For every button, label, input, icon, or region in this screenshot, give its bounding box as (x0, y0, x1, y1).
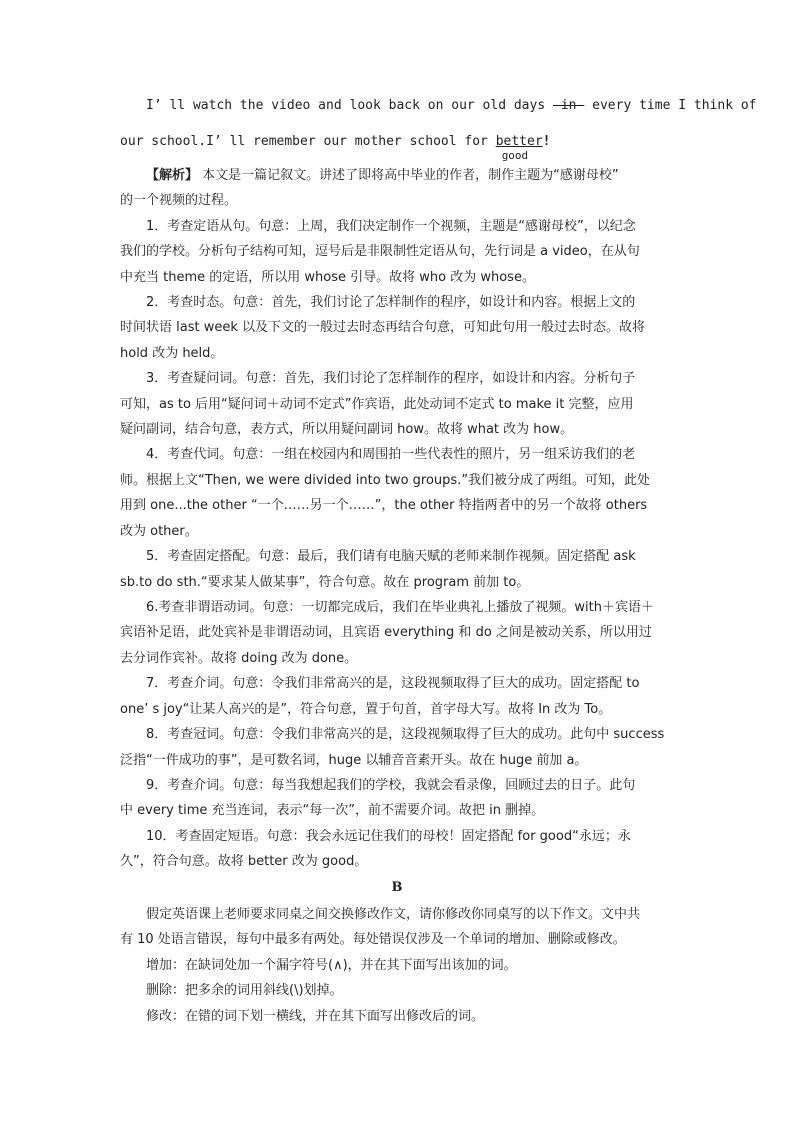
analysis-line: 中充当 theme 的定语，所以用 whose 引导。故将 who 改为 whose。 (120, 270, 535, 285)
analysis-line: 改为 other。 (120, 524, 198, 539)
struck-word: -in- (553, 98, 585, 113)
analysis-line: 1．考查定语从句。句意：上周，我们决定制作一个视频，主题是“感谢母校”，以纪念 (146, 219, 636, 234)
analysis-line: 泛指“一件成功的事”，是可数名词，huge 以辅音音素开头。故在 huge 前加 a。 (120, 753, 588, 768)
analysis-line: 去分词作宾补。故将 doing 改为 done。 (120, 651, 358, 666)
analysis-line: 7．考查介词。句意：令我们非常高兴的是，这段视频取得了巨大的成功。固定搭配 to (146, 676, 640, 691)
correction-mark (495, 133, 543, 162)
analysis-line: 可知，as to 后用“疑问词＋动词不定式”作宾语，此处动词不定式 to make it 完整，应用 (120, 397, 634, 412)
instruction-line: 修改：在错的词下划一横线，并在其下面写出修改后的词。 (146, 1009, 485, 1024)
analysis-intro-cont: 的一个视频的过程。 (120, 193, 238, 208)
instruction-line: 假定英语课上老师要求同桌之间交换修改作文，请你修改你同桌写的以下作文。文中共 (146, 907, 641, 922)
essay-line-1 (146, 97, 757, 115)
analysis-line: 10．考查固定短语。句意：我会永远记住我们的母校！固定搭配 for good“永远；永 (146, 829, 631, 844)
analysis-line: 中 every time 充当连词，表示“每一次”，前不需要介词。故把 in 删掉。 (120, 803, 545, 818)
essay-text: I’ ll watch the video and look back on our old days (146, 98, 553, 113)
instruction-line: 增加：在缺词处加一个漏字符号(∧)，并在其下面写出该加的词。 (146, 958, 517, 973)
analysis-line: 宾语补足语，此处宾补是非谓语动词，且宾语 everything 和 do 之间是被动关系，所以用过 (120, 625, 652, 640)
essay-text: every time I think of (584, 98, 757, 113)
analysis-line: 3．考查疑问词。句意：首先，我们讨论了怎样制作的程序，如设计和内容。分析句子 (146, 371, 636, 386)
corrected-word: better (495, 134, 543, 149)
instruction-line: 有 10 处语言错误，每句中最多有两处。每处错误仅涉及一个单词的增加、删除或修改。 (120, 932, 626, 947)
analysis-line: 8．考查冠词。句意：令我们非常高兴的是，这段视频取得了巨大的成功。此句中 success (146, 727, 665, 742)
analysis-text: 本文是一篇记叙文。讲述了即将高中毕业的作者，制作主题为“感谢母校” (198, 168, 619, 183)
analysis-label: 【解析】 (146, 168, 199, 183)
analysis-line: sb.to do sth.“要求某人做某事”，符合句意。故在 program 前加 to。 (120, 575, 530, 590)
essay-line-2 (120, 133, 676, 162)
analysis-line: hold 改为 held。 (120, 346, 224, 361)
analysis-line: 2．考查时态。句意：首先，我们讨论了怎样制作的程序，如设计和内容。根据上文的 (146, 295, 636, 310)
section-heading: B (391, 880, 403, 895)
analysis-line: 9．考查介词。句意：每当我想起我们的学校，我就会看录像，回顾过去的日子。此句 (146, 778, 636, 793)
analysis-line: 师。根据上文“Then, we were divided into two groups.”我们被分成了两组。可知，此处 (120, 473, 651, 488)
analysis-line: 6.考查非谓语动词。句意：一切都完成后，我们在毕业典礼上播放了视频。with＋宾语＋ (146, 600, 654, 615)
analysis-line: 时间状语 last week 以及下文的一般过去时态再结合句意，可知此句用一般过去时态。故将 (120, 320, 646, 335)
analysis-line: 4．考查代词。句意：一组在校园内和周围拍一些代表性的照片，另一组采访我们的老 (146, 447, 636, 462)
essay-text: ! (542, 134, 551, 149)
analysis-line: one’ s joy“让某人高兴的是”，符合句意，置于句首，首字母大写。故将 In 改为 To。 (120, 702, 612, 717)
analysis-line: 疑问副词，结合句意，表方式，所以用疑问副词 how。故将 what 改为 how。 (120, 422, 574, 437)
essay-text: our school.I’ ll remember our mother school for (120, 134, 496, 149)
instruction-line: 删除：把多余的词用斜线(\)划掉。 (146, 983, 343, 998)
analysis-line: 用到 one...the other “一个……另一个……”，the other 特指两者中的另一个故将 others (120, 498, 648, 513)
analysis-intro (146, 167, 676, 185)
analysis-line: 5．考查固定搭配。句意：最后，我们请有电脑天赋的老师来制作视频。固定搭配 ask (146, 549, 636, 564)
analysis-line: 久”，符合句意。故将 better 改为 good。 (120, 854, 368, 869)
analysis-line: 我们的学校。分析句子结构可知，逗号后是非限制性定语从句，先行词是 a video，在从句 (120, 244, 640, 259)
correction-text: good (501, 149, 529, 162)
